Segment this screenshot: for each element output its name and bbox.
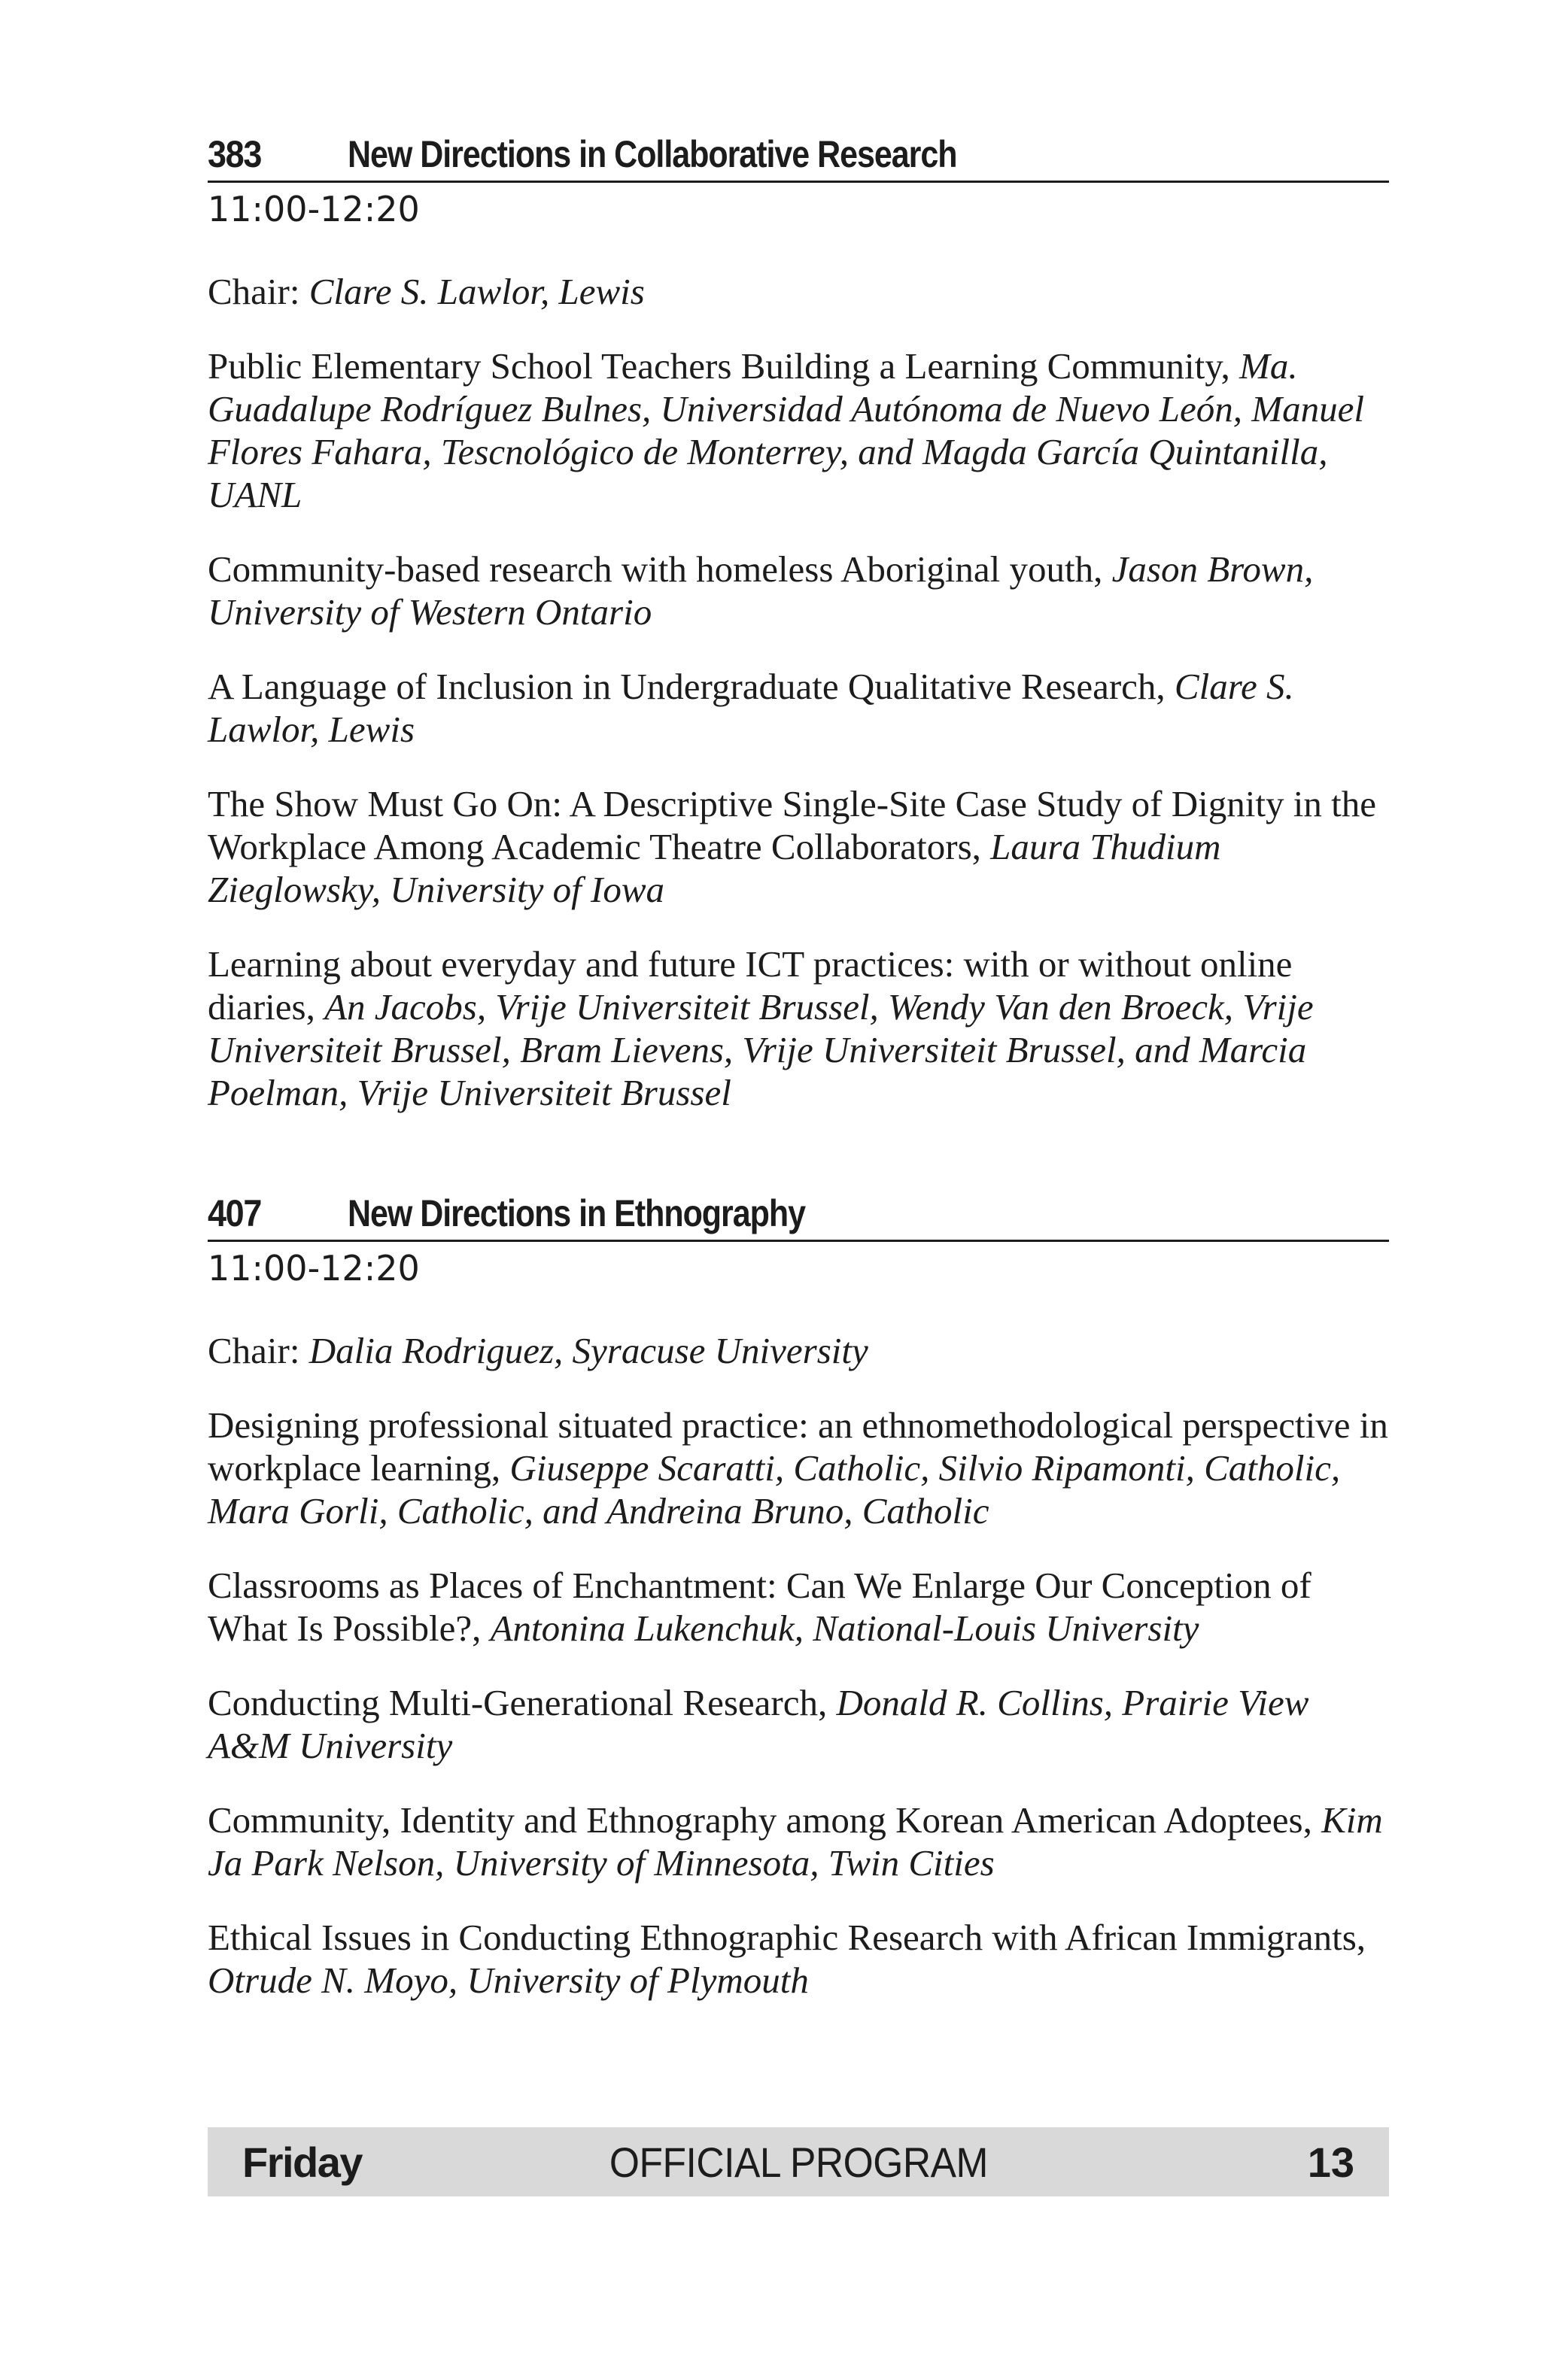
session-time: 11:00-12:20 [208,1248,420,1289]
paper-entry [208,1564,1389,1650]
session-title: New Directions in Ethnography [348,1192,805,1234]
paper-entry [208,665,1389,751]
paper-title: Community, Identity and Ethnography among Korean American Adoptees, [208,1799,1322,1841]
chair-label: Chair: [208,271,309,312]
footer-program-title: OFFICIAL PROGRAM [609,2138,988,2186]
paper-entry [208,1799,1389,1884]
paper-authors: An Jacobs, Vrije Universiteit Brussel, Wendy Van den Broeck, Vrije Universiteit Brussel, Bram Lievens, Vrije Universiteit Brussel, and Marcia Poelman, Vrije Universiteit Brussel [208,986,1314,1113]
paper-authors: Antonina Lukenchuk, National-Louis University [490,1607,1199,1649]
footer-day: Friday [242,2138,363,2186]
paper-entry [208,1404,1389,1532]
paper-title: Designing professional situated practice: an ethnomethodological perspective in workplace learning, [208,1404,1388,1489]
session-383 [208,132,1389,1146]
session-chair [208,270,1389,313]
paper-entry [208,782,1389,911]
session-time: 11:00-12:20 [208,189,420,229]
session-number: 407 [208,1192,262,1234]
session-header [208,1192,1389,1242]
paper-authors: Clare S. Lawlor, Lewis [208,666,1294,750]
page-footer [208,2127,1389,2196]
paper-authors: Donald R. Collins, Prairie View A&M University [208,1682,1309,1766]
session-header [208,132,1389,183]
paper-authors: Ma. Guadalupe Rodríguez Bulnes, Universidad Autónoma de Nuevo León, Manuel Flores Fahara, Tescnológico de Monterrey, and Magda García Quintanilla, UANL [208,345,1364,515]
paper-title: Public Elementary School Teachers Building a Learning Community, [208,345,1240,387]
paper-entry [208,345,1389,516]
session-title: New Directions in Collaborative Research [348,133,957,175]
paper-title: Community-based research with homeless Aboriginal youth, [208,548,1112,590]
paper-title: Ethical Issues in Conducting Ethnographic Research with African Immigrants, [208,1917,1366,1958]
paper-authors: Kim Ja Park Nelson, University of Minnesota, Twin Cities [208,1799,1383,1884]
paper-title: Learning about everyday and future ICT practices: with or without online diaries, [208,943,1293,1028]
paper-authors: Otrude N. Moyo, University of Plymouth [208,1960,809,2001]
paper-title: Conducting Multi-Generational Research, [208,1682,837,1723]
paper-authors: Laura Thudium Zieglowsky, University of Iowa [208,826,1221,910]
paper-entry [208,1916,1389,2002]
session-chair [208,1329,1389,1372]
session-number: 383 [208,133,262,175]
paper-title: The Show Must Go On: A Descriptive Single-Site Case Study of Dignity in the Workplace Among Academic Theatre Collaborators, [208,783,1376,867]
paper-entry [208,548,1389,633]
paper-entry [208,943,1389,1114]
paper-title: A Language of Inclusion in Undergraduate Qualitative Research, [208,666,1175,707]
chair-name: Dalia Rodriguez, Syracuse University [309,1330,868,1371]
chair-name: Clare S. Lawlor, Lewis [309,271,645,312]
paper-authors: Giuseppe Scaratti, Catholic, Silvio Ripamonti, Catholic, Mara Gorli, Catholic, and Andreina Bruno, Catholic [208,1447,1341,1532]
paper-authors: Jason Brown, University of Western Ontario [208,548,1314,633]
paper-title: Classrooms as Places of Enchantment: Can We Enlarge Our Conception of What Is Possible?, [208,1565,1312,1649]
chair-label: Chair: [208,1330,309,1371]
page-number: 13 [1307,2138,1354,2186]
session-407 [208,1192,1389,2033]
paper-entry [208,1681,1389,1767]
